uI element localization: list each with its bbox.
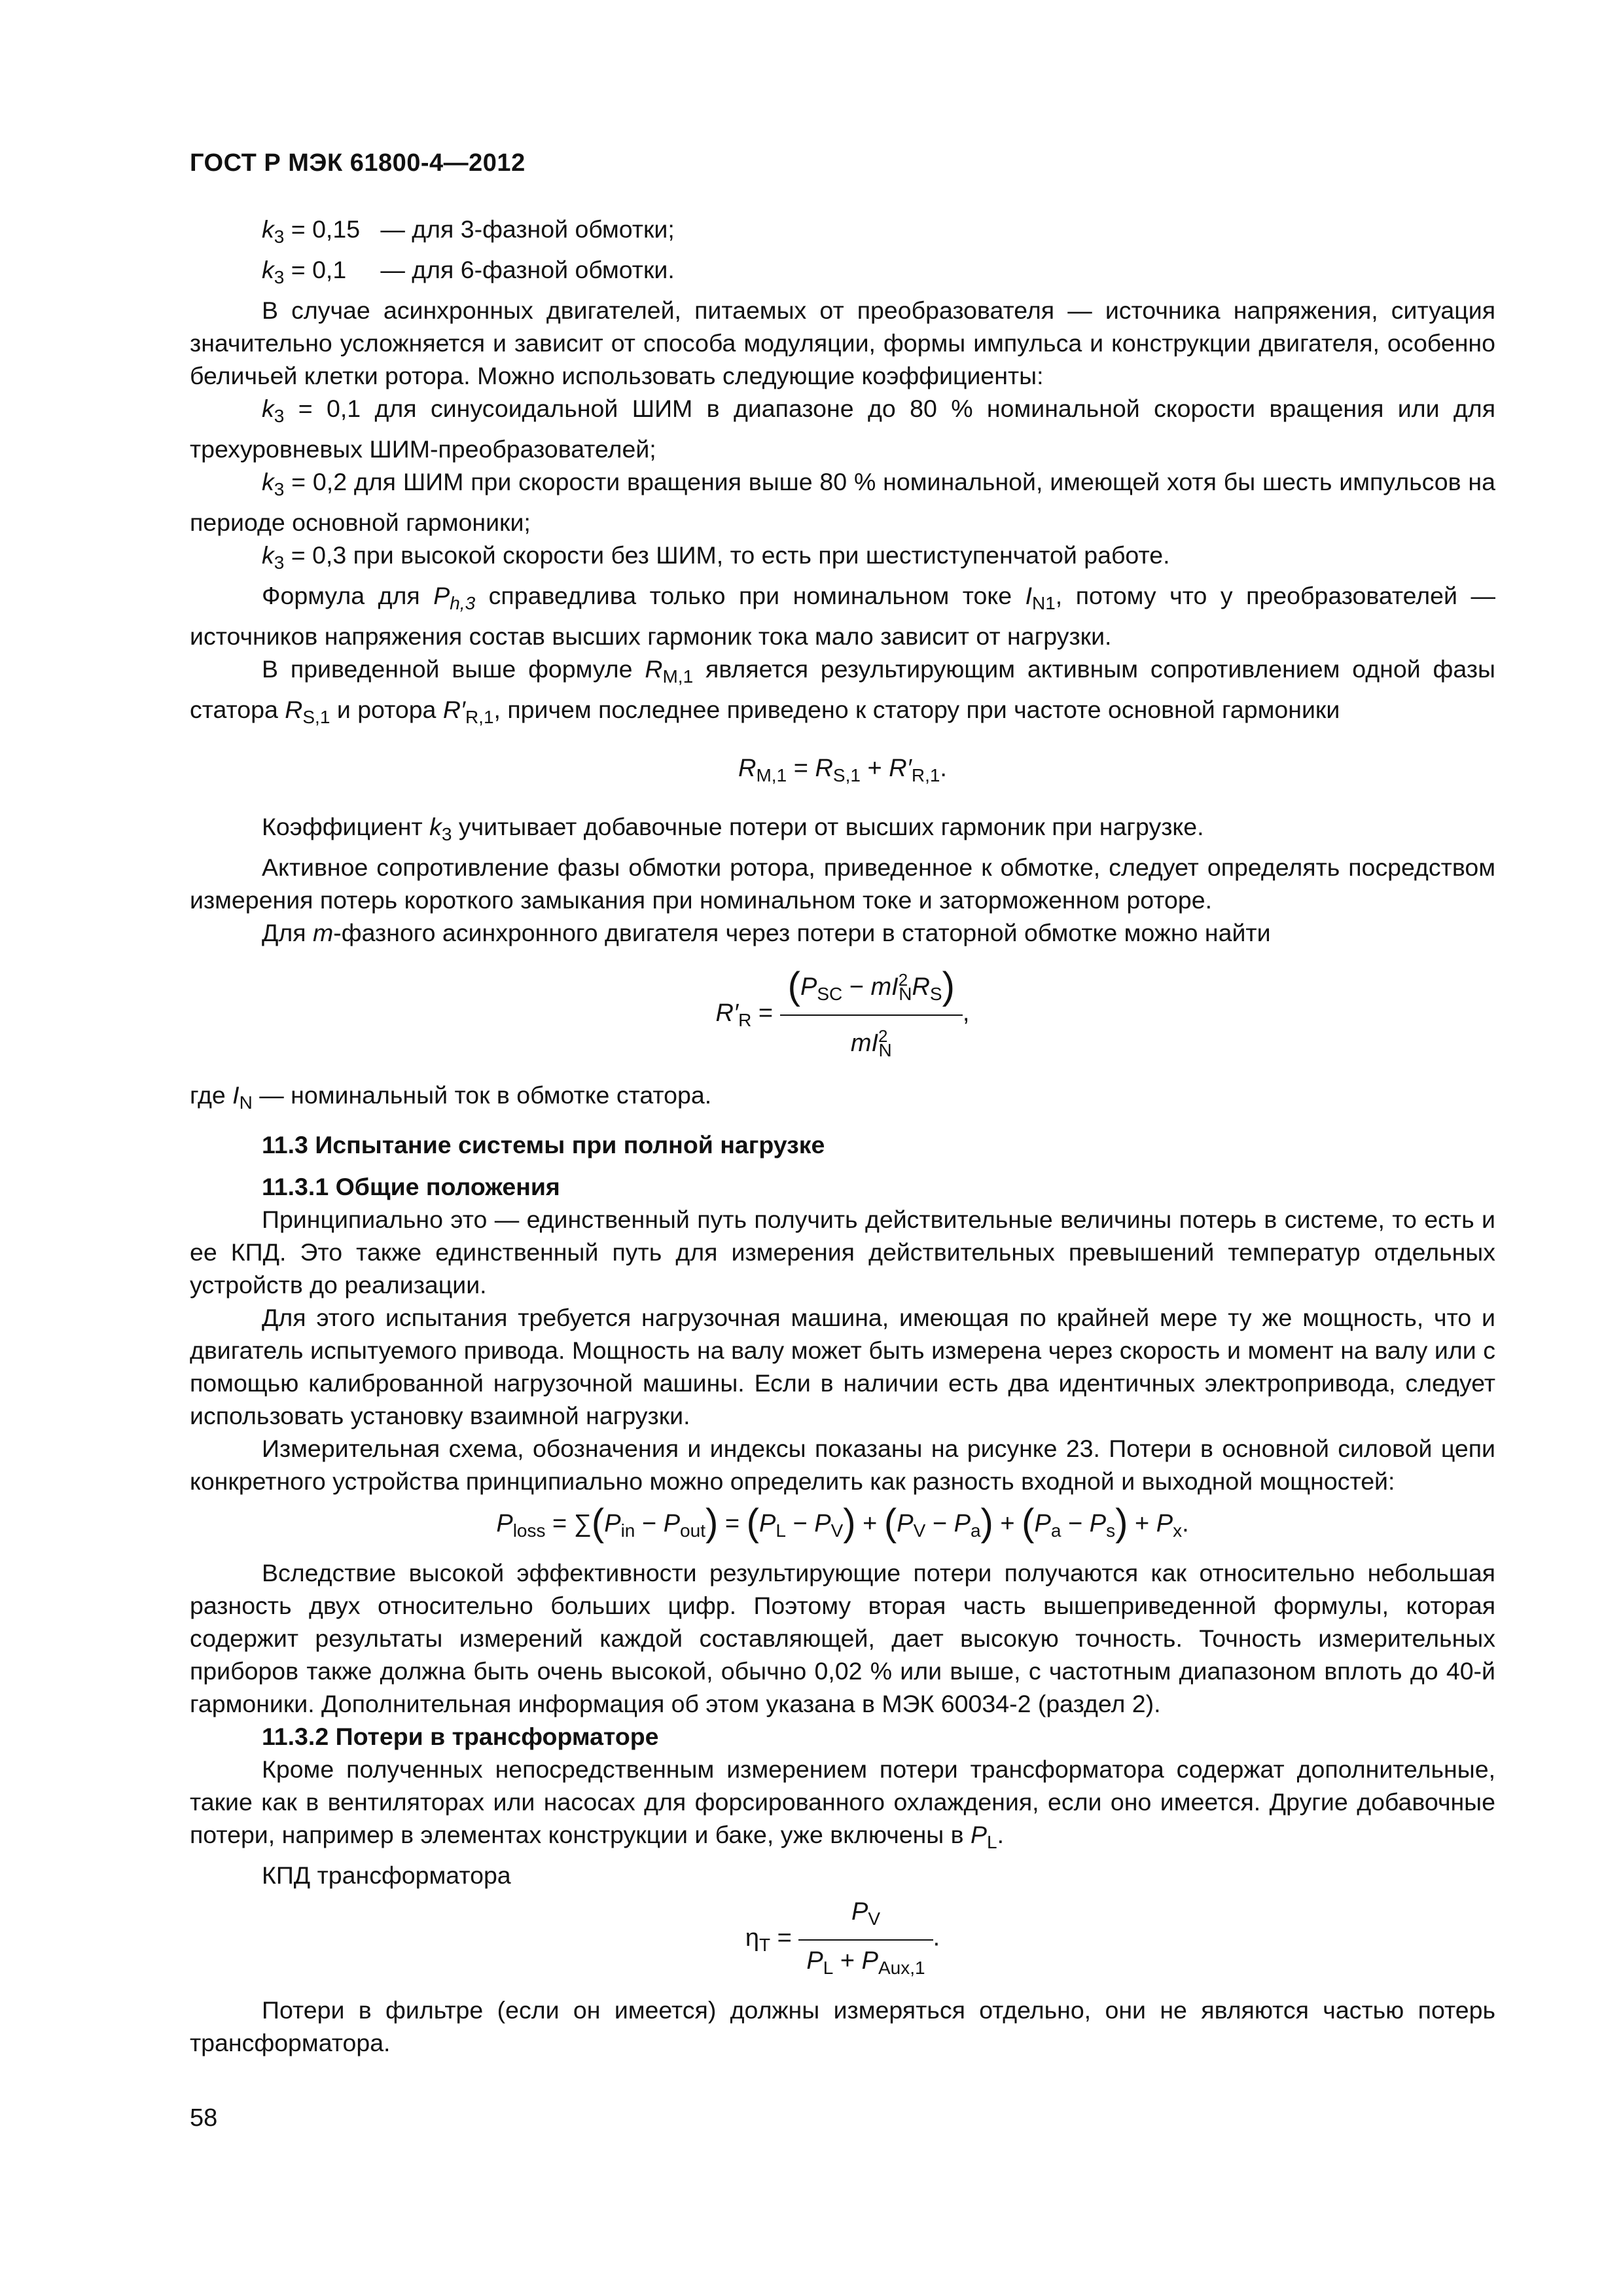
paragraph-async-motors: В случае асинхронных двигателей, питаемых от преобразователя — источника напряжения, ситуация значительно усложняется и зависит от способа модуляции, формы импульса и конструкции двигателя, особенно беличьей клетки ротора. Можно использовать следующие коэффициенты:	[190, 296, 1495, 389]
section-heading-11-3-1: 11.3.1 Общие положения	[262, 1173, 560, 1200]
paragraph-filter-losses: Потери в фильтре (если он имеется) должны измеряться отдельно, они не являются частью потерь трансформатора.	[190, 1996, 1495, 2056]
paragraph-active-resistance: Активное сопротивление фазы обмотки ротора, приведенное к обмотке, следует определять посредством измерения потерь короткого замыкания при номинальном токе и заторможенном роторе.	[190, 853, 1495, 914]
section-heading-11-3: 11.3 Испытание системы при полной нагрузке	[262, 1131, 825, 1158]
paragraph-m-phase: Для m-фазного асинхронного двигателя через потери в статорной обмотке можно найти	[262, 919, 1271, 946]
paragraph-principle: Принципиально это — единственный путь получить действительные величины потерь в системе, то есть и ее КПД. Это также единственный путь для измерения действительных превышений температур отдельных устройств до реализации.	[190, 1206, 1495, 1299]
document-page	[190, 0, 1495, 2296]
equation-rr: $R'_R$ = $\frac{(P_{SC} - mI^2_NR_S)}{mI^2_N}$ ,	[715, 965, 970, 1060]
equation-ploss: $P_{loss} = \sum(P_{in} - P_{out}) = (P_L - P_V) + (P_V - P_a) + (P_a - P_s) + P_x$.	[496, 1501, 1189, 1544]
k3-item-3: $k_3 = 0,3$ при высокой скорости без ШИМ, то есть при шестиступенчатой работе.	[262, 541, 1170, 573]
page-number: 58	[190, 2104, 218, 2132]
coef-line-3phase: $k_3 = 0,15$ — для 3-фазной обмотки;	[262, 215, 675, 247]
document-body	[190, 213, 1495, 2059]
paragraph-transformer-kpd: КПД трансформатора	[262, 1861, 511, 1889]
paragraph-formula-validity: Формула для $P_{h,3}$ справедлива только при номинальном токе $I_{N1}$, потому что у преобразователей — источников напряжения состав высших гармоник тока мало зависит от нагрузки.	[190, 582, 1495, 650]
paragraph-k3-coefficient: Коэффициент $k_3$ учитывает добавочные потери от высших гармоник при нагрузке.	[262, 813, 1204, 844]
paragraph-transformer-losses: Кроме полученных непосредственным измерением потери трансформатора содержат дополнительные, такие как в вентиляторах или насосах для форсированного охлаждения, если оно имеется. Другие добавочные потери, например в элементах конструкции и баке, уже включены в $P_L$.	[190, 1755, 1495, 1852]
paragraph-efficiency: Вследствие высокой эффективности результирующие потери получаются как относительно небольшая разность двух относительно больших цифр. Поэтому вторая часть вышеприведенной формулы, которая содержит результаты измерений каждой составляющей, дает высокую точность. Точность измерительных приборов также должна быть очень высокой, обычно 0,02 % или выше, с частотным диапазоном вплоть до 40-й гармоники. Дополнительная информация об этом указана в МЭК 60034-2 (раздел 2).	[190, 1559, 1495, 1717]
section-heading-11-3-2: 11.3.2 Потери в трансформаторе	[262, 1723, 659, 1750]
paragraph-load-machine: Для этого испытания требуется нагрузочная машина, имеющая по крайней мере ту же мощность, что и двигатель испытуемого привода. Мощность на валу может быть измерена через скорость и момент на валу или с помощью калиброванной нагрузочной машины. Если в наличии есть два идентичных электропривода, следует использовать установку взаимной нагрузки.	[190, 1304, 1495, 1429]
equation-rm1: $R_{M,1} = R_{S,1} + R'_{R,1}$.	[738, 755, 947, 785]
document-header: ГОСТ Р МЭК 61800-4—2012	[190, 149, 526, 177]
paragraph-measuring-scheme: Измерительная схема, обозначения и индексы показаны на рисунке 23. Потери в основной силовой цепи конкретного устройства принципиально можно определить как разность входной и выходной мощностей:	[190, 1435, 1495, 1495]
paragraph-rm1: В приведенной выше формуле $R_{M,1}$ является результирующим активным сопротивлением одной фазы статора $R_{S,1}$ и ротора $R'_{R,1}$, причем последнее приведено к статору при частоте основной гармоники	[190, 655, 1495, 727]
coef-line-6phase: $k_3 = 0,1$ — для 6-фазной обмотки.	[262, 256, 675, 287]
k3-item-1: $k_3 = 0,1$ для синусоидальной ШИМ в диапазоне до 80 % номинальной скорости вращения или для трехуровневых ШИМ-преобразователей;	[190, 395, 1495, 463]
k3-item-2: $k_3 = 0,2$ для ШИМ при скорости вращения выше 80 % номинальной, имеющей хотя бы шесть импульсов на периоде основной гармоники;	[190, 468, 1495, 536]
where-line: где $I_N$ — номинальный ток в обмотке статора.	[190, 1081, 712, 1113]
equation-eta-t: $\eta_T$ = $\frac{P_V}{P_L + P_{Aux,1}}$ .	[190, 1895, 1495, 1984]
